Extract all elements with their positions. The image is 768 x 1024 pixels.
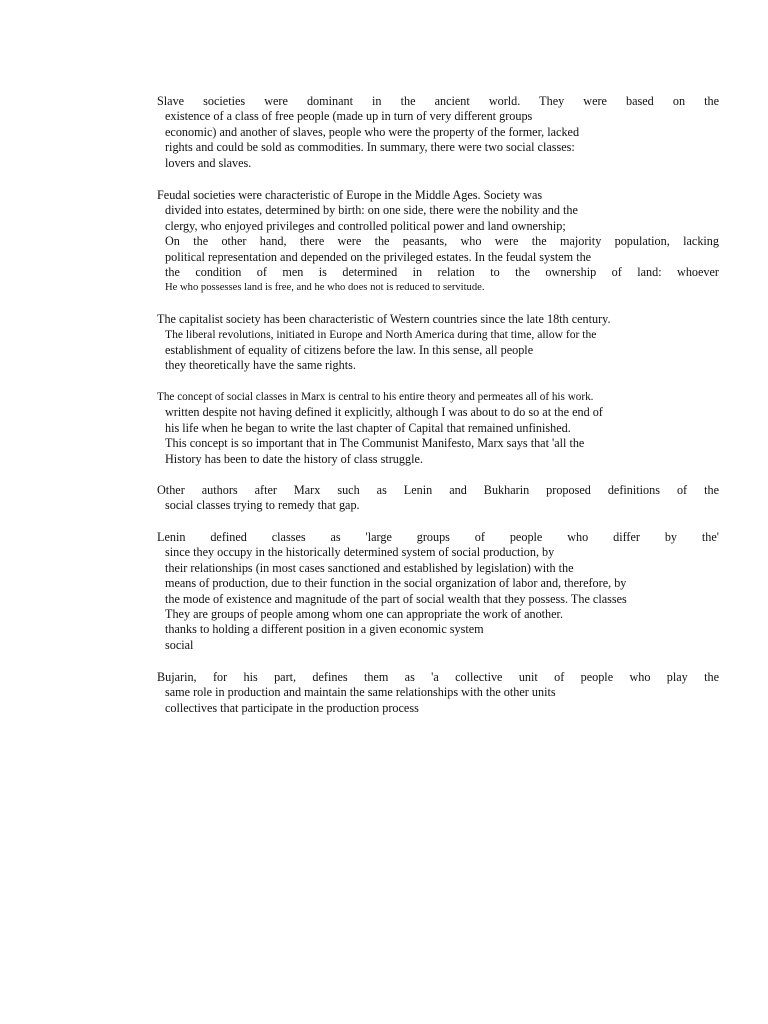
paragraph-feudal-societies <box>144 188 719 296</box>
paragraph-line: they theoretically have the same rights. <box>165 358 356 373</box>
paragraph-line: the mode of existence and magnitude of the part of social wealth that they possess. The classes <box>165 591 627 606</box>
paragraph-line: existence of a class of free people (made up in turn of very different groups <box>165 109 533 124</box>
paragraph-capitalist-society <box>144 312 719 374</box>
paragraph-line: since they occupy in the historically determined system of social production, by <box>165 545 555 560</box>
paragraph-line: economic) and another of slaves, people who were the property of the former, lacked <box>165 124 580 139</box>
paragraph-bujarin-definition <box>144 670 719 716</box>
paragraph-line: They are groups of people among whom one can appropriate the work of another. <box>165 607 563 622</box>
paragraph-line: collectives that participate in the production process <box>165 700 419 715</box>
paragraph-line: rights and could be sold as commodities. In summary, there were two social classes: <box>165 140 575 155</box>
paragraph-line: his life when he began to write the last chapter of Capital that remained unfinished. <box>165 420 571 435</box>
paragraph-line: clergy, who enjoyed privileges and controlled political power and land ownership; <box>165 218 566 233</box>
paragraph-line: the condition of men is determined in relation to the ownership of land: whoever <box>165 265 719 280</box>
paragraph-line: thanks to holding a different position in a given economic system <box>165 622 484 637</box>
paragraph-line: their relationships (in most cases sanctioned and established by legislation) with the <box>165 560 574 575</box>
paragraph-line: Bujarin, for his part, defines them as 'a collective unit of people who play the <box>157 670 719 684</box>
paragraph-line: political representation and depended on the privileged estates. In the feudal system the <box>165 249 592 264</box>
paragraph-line: lovers and slaves. <box>165 155 252 170</box>
paragraph-line: He who possesses land is free, and he who does not is reduced to servitude. <box>165 282 485 294</box>
paragraph-line: means of production, due to their function in the social organization of labor and, therefore, by <box>165 576 627 591</box>
paragraph-line: The liberal revolutions, initiated in Europe and North America during that time, allow for the <box>165 328 597 342</box>
paragraph-lenin-definition <box>144 530 719 653</box>
paragraph-line: same role in production and maintain the same relationships with the other units <box>165 685 556 700</box>
paragraph-line: written despite not having defined it explicitly, although I was about to do so at the end of <box>165 405 603 420</box>
paragraph-line: This concept is so important that in The Communist Manifesto, Marx says that 'all the <box>165 436 585 451</box>
paragraph-line: social <box>165 637 194 652</box>
paragraph-line: Other authors after Marx such as Lenin and Bukharin proposed definitions of the <box>157 483 719 497</box>
paragraph-slave-societies <box>144 94 719 171</box>
paragraph-line: The concept of social classes in Marx is central to his entire theory and permeates all of his work. <box>157 391 594 403</box>
paragraph-line: Slave societies were dominant in the ancient world. They were based on the <box>157 94 719 108</box>
paragraph-line: social classes trying to remedy that gap. <box>165 498 360 513</box>
paragraph-other-authors <box>144 483 719 514</box>
paragraph-line: divided into estates, determined by birth: on one side, there were the nobility and the <box>165 203 578 218</box>
paragraph-marx-social-classes <box>144 390 719 467</box>
paragraph-line: History has been to date the history of class struggle. <box>165 451 423 466</box>
paragraph-line: establishment of equality of citizens before the law. In this sense, all people <box>165 342 534 357</box>
paragraph-line: The capitalist society has been characteristic of Western countries since the late 18th century. <box>157 312 611 326</box>
paragraph-line: On the other hand, there were the peasants, who were the majority population, lacking <box>165 234 719 249</box>
paragraph-line: Lenin defined classes as 'large groups of people who differ by the' <box>157 530 719 544</box>
paragraph-line: Feudal societies were characteristic of Europe in the Middle Ages. Society was <box>157 188 543 202</box>
